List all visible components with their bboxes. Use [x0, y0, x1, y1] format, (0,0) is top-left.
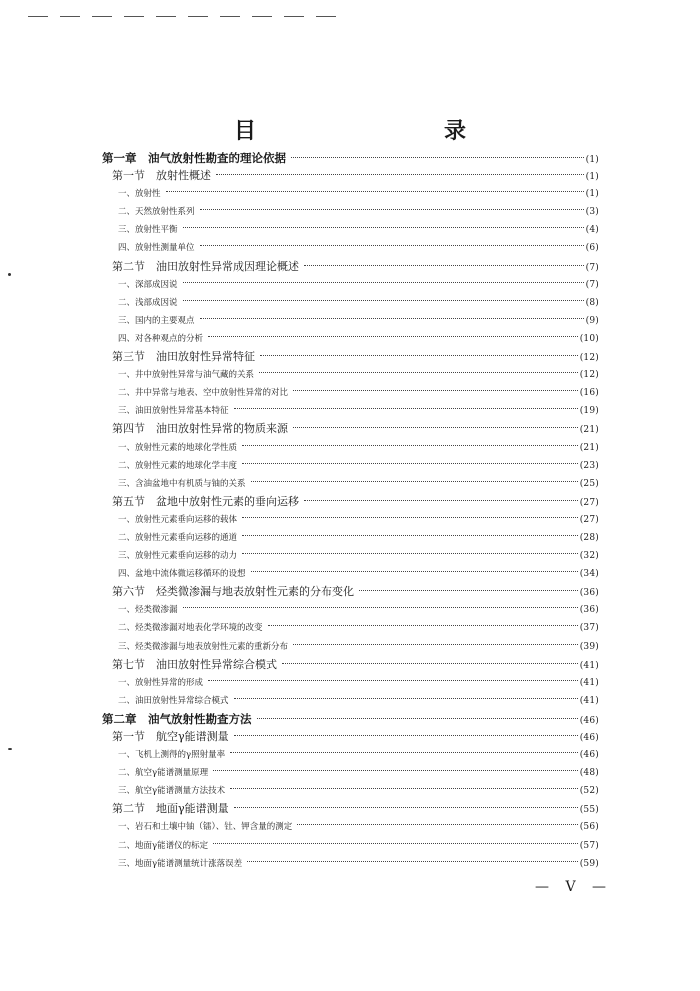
leader-dots: [259, 372, 578, 373]
toc-chapter-row: [102, 149, 599, 167]
toc-entry-label: 第一节 放射性概述: [112, 169, 211, 183]
toc-page-number: (23): [579, 460, 599, 471]
toc-entry-label: 三、含油盆地中有机质与铀的关系: [118, 478, 246, 489]
scan-speck: [8, 748, 12, 750]
leader-dots: [293, 427, 578, 428]
toc-item-row: [102, 439, 599, 457]
toc-page-number: (27): [579, 497, 599, 508]
toc-entry-label: 一、深部成因说: [118, 279, 178, 290]
leader-dots: [183, 607, 578, 608]
toc-item-row: [102, 746, 599, 764]
toc-page-number: (8): [585, 297, 599, 308]
toc-entry-label: 三、放射性平衡: [118, 225, 178, 236]
toc-section-row: [102, 258, 599, 276]
toc-item-row: [102, 276, 599, 294]
toc-entry-label: 二、航空γ能谱测量原理: [118, 768, 209, 779]
toc-item-row: [102, 837, 599, 855]
toc-item-row: [102, 601, 599, 619]
toc-item-row: [102, 203, 599, 221]
leader-dots: [183, 282, 584, 283]
toc-page-number: (12): [579, 370, 599, 381]
toc-page-number: (34): [579, 569, 599, 580]
leader-dots: [200, 245, 584, 246]
toc-page-number: (41): [579, 660, 599, 671]
toc-page-number: (39): [579, 641, 599, 652]
toc-entry-label: 一、放射性元素的地球化学性质: [118, 442, 238, 453]
toc-entry-label: 第一章 油气放射性勘查的理论依据: [102, 151, 286, 165]
toc-entry-label: 二、浅部成因说: [118, 297, 178, 308]
toc-entry-label: 三、油田放射性异常基本特征: [118, 406, 229, 417]
leader-dots: [291, 157, 584, 158]
leader-dots: [234, 807, 578, 808]
toc-entry-label: 四、放射性测量单位: [118, 243, 195, 254]
page-folio: — V —: [535, 879, 613, 895]
toc-page-number: (1): [585, 155, 599, 165]
toc-entry-label: 二、放射性元素的地球化学丰度: [118, 460, 238, 471]
toc-item-row: [102, 312, 599, 330]
toc-item-row: [102, 547, 599, 565]
leader-dots: [200, 318, 584, 319]
toc-item-row: [102, 330, 599, 348]
toc-section-row: [102, 348, 599, 366]
toc-entry-label: 一、岩石和土壤中铀（镭）、钍、钾含量的测定: [118, 822, 293, 833]
toc-entry-label: 第三节 油田放射性异常特征: [112, 350, 255, 364]
toc-section-row: [102, 656, 599, 674]
leader-dots: [359, 590, 578, 591]
toc-page-number: (28): [579, 532, 599, 543]
leader-dots: [242, 517, 578, 518]
toc-section-row: [102, 728, 599, 746]
leader-dots: [268, 625, 578, 626]
toc-page-number: (57): [579, 840, 599, 851]
toc-page-number: (12): [579, 353, 599, 364]
toc-page-number: (1): [585, 189, 599, 200]
leader-dots: [247, 861, 578, 862]
leader-dots: [208, 336, 578, 337]
toc-entry-label: 第七节 油田放射性异常综合模式: [112, 657, 277, 671]
top-dash-rule: [28, 8, 333, 22]
toc-page-number: (3): [585, 207, 599, 218]
leader-dots: [260, 355, 578, 356]
toc-item-row: [102, 619, 599, 637]
toc-chapter-row: [102, 710, 599, 728]
toc-entry-label: 第一节 航空γ能谱测量: [112, 730, 229, 743]
toc-page-number: (25): [579, 478, 599, 489]
toc-item-row: [102, 855, 599, 873]
toc-entry-label: 第六节 烃类微渗漏与地表放射性元素的分布变化: [112, 585, 354, 599]
toc-page-number: (36): [579, 588, 599, 599]
leader-dots: [293, 644, 578, 645]
toc-item-row: [102, 294, 599, 312]
toc-page-number: (55): [579, 805, 599, 816]
leader-dots: [166, 191, 584, 192]
toc-page-number: (37): [579, 623, 599, 634]
leader-dots: [297, 824, 577, 825]
toc-page-number: (41): [579, 695, 599, 706]
toc-entry-label: 二、井中异常与地表、空中放射性异常的对比: [118, 388, 289, 399]
toc-page-number: (7): [585, 262, 599, 273]
leader-dots: [213, 770, 578, 771]
toc-page-number: (19): [579, 406, 599, 417]
toc-page-number: (36): [579, 605, 599, 616]
leader-dots: [230, 788, 578, 789]
toc-entry-label: 二、地面γ能谱仪的标定: [118, 840, 209, 851]
toc-entry-label: 第四节 油田放射性异常的物质来源: [112, 422, 288, 436]
toc-section-row: [102, 167, 599, 185]
leader-dots: [213, 843, 578, 844]
toc-item-row: [102, 818, 599, 836]
leader-dots: [183, 300, 584, 301]
toc-entry-label: 一、放射性异常的形成: [118, 677, 204, 688]
toc-page-number: (7): [585, 279, 599, 290]
toc-page-number: (41): [579, 677, 599, 688]
toc-entry-label: 二、放射性元素垂向运移的通道: [118, 532, 238, 543]
toc-item-row: [102, 402, 599, 420]
toc-item-row: [102, 384, 599, 402]
toc-page-number: (9): [585, 315, 599, 326]
toc-entry-label: 四、盆地中流体微运移循环的设想: [118, 569, 246, 580]
toc-item-row: [102, 565, 599, 583]
toc-entry-label: 第五节 盆地中放射性元素的垂向运移: [112, 494, 299, 508]
toc-entry-label: 三、地面γ能谱测量统计涨落误差: [118, 858, 243, 869]
toc-page-number: (56): [579, 822, 599, 833]
toc-item-row: [102, 239, 599, 257]
toc-page-number: (59): [579, 858, 599, 869]
toc-page-number: (1): [585, 172, 599, 183]
toc-page-number: (10): [579, 333, 599, 344]
toc-page-number: (46): [579, 715, 599, 726]
toc-entry-label: 第二章 油气放射性勘查方法: [102, 711, 252, 726]
toc-page-number: (16): [579, 388, 599, 399]
toc-section-row: [102, 800, 599, 818]
toc-item-row: [102, 221, 599, 239]
toc-item-row: [102, 674, 599, 692]
toc-entry-label: 一、井中放射性异常与油气藏的关系: [118, 370, 255, 381]
page-title: 目 录: [233, 119, 514, 144]
toc-page-number: (48): [579, 768, 599, 779]
toc-entry-label: 一、烃类微渗漏: [118, 605, 178, 616]
toc-page-number: (21): [579, 425, 599, 436]
leader-dots: [234, 735, 578, 736]
toc-entry-label: 三、国内的主要观点: [118, 315, 195, 326]
toc-item-row: [102, 366, 599, 384]
toc-entry-label: 一、飞机上测得的γ照射量率: [118, 750, 226, 761]
leader-dots: [242, 535, 578, 536]
toc-page-number: (46): [579, 750, 599, 761]
leader-dots: [242, 463, 578, 464]
leader-dots: [242, 445, 578, 446]
leader-dots: [216, 174, 584, 175]
leader-dots: [183, 227, 584, 228]
toc-item-row: [102, 692, 599, 710]
toc-item-row: [102, 457, 599, 475]
toc-entry-label: 第二节 地面γ能谱测量: [112, 802, 229, 816]
toc-section-row: [102, 420, 599, 438]
toc-page-number: (21): [579, 442, 599, 453]
toc-entry-label: 二、天然放射性系列: [118, 207, 195, 218]
leader-dots: [234, 408, 578, 409]
toc-item-row: [102, 185, 599, 203]
toc-page-number: (27): [579, 514, 599, 525]
toc-item-row: [102, 782, 599, 800]
toc-item-row: [102, 511, 599, 529]
leader-dots: [304, 265, 584, 266]
toc-section-row: [102, 493, 599, 511]
toc-entry-label: 四、对各种观点的分析: [118, 333, 204, 344]
toc-page-number: (6): [585, 243, 599, 254]
leader-dots: [251, 571, 578, 572]
leader-dots: [230, 752, 578, 753]
toc-item-row: [102, 638, 599, 656]
toc-entry-label: 三、航空γ能谱测量方法技术: [118, 786, 226, 797]
toc-item-row: [102, 529, 599, 547]
toc-item-row: [102, 475, 599, 493]
toc-item-row: [102, 764, 599, 782]
toc-page-number: (46): [579, 733, 599, 743]
toc-entry-label: 三、烃类微渗漏与地表放射性元素的重新分布: [118, 641, 289, 652]
toc-page-number: (4): [585, 225, 599, 236]
leader-dots: [234, 698, 578, 699]
toc-page-number: (52): [579, 786, 599, 797]
toc-section-row: [102, 583, 599, 601]
toc-entry-label: 二、油田放射性异常综合模式: [118, 695, 229, 706]
toc-entry-label: 第二节 油田放射性异常成因理论概述: [112, 259, 299, 273]
toc-page-number: (32): [579, 551, 599, 562]
table-of-contents: [102, 149, 599, 873]
leader-dots: [200, 209, 584, 210]
toc-entry-label: 二、烃类微渗漏对地表化学环境的改变: [118, 623, 263, 634]
leader-dots: [293, 390, 578, 391]
leader-dots: [257, 718, 578, 719]
leader-dots: [242, 553, 578, 554]
leader-dots: [208, 680, 578, 681]
leader-dots: [251, 481, 578, 482]
scan-speck: [8, 273, 11, 276]
toc-entry-label: 三、放射性元素垂向运移的动力: [118, 551, 238, 562]
leader-dots: [282, 663, 578, 664]
toc-entry-label: 一、放射性: [118, 189, 161, 200]
toc-entry-label: 一、放射性元素垂向运移的载体: [118, 514, 238, 525]
leader-dots: [304, 500, 578, 501]
